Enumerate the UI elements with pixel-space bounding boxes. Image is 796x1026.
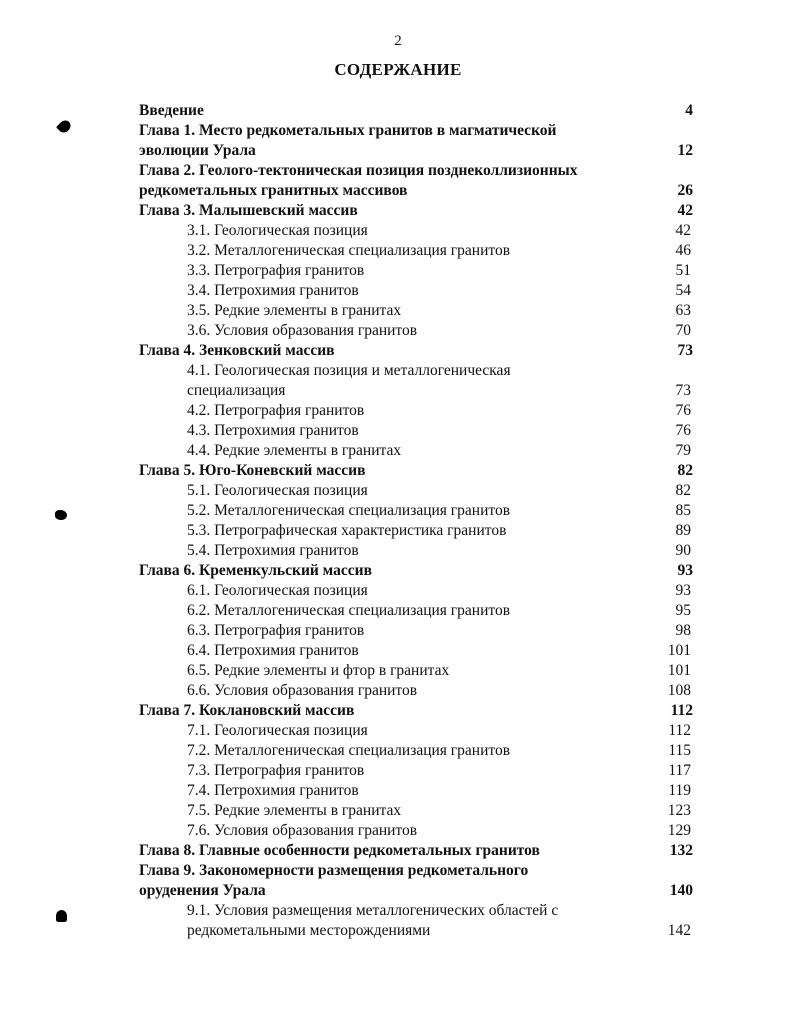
toc-section-row [0,361,796,381]
toc-entry-title: Глава 5. Юго-Коневский массив [139,462,366,479]
toc-entry-page: 73 [677,342,693,359]
toc-entry-page: 63 [675,302,691,319]
toc-entry-page: 12 [677,142,693,159]
toc-section-row [0,421,796,441]
toc-section-row [0,221,796,241]
toc-entry-page: 119 [668,782,691,799]
toc-chapter-row [0,101,796,121]
page-number: 2 [394,33,402,49]
toc-chapter-row [0,161,796,181]
toc-chapter-row [0,121,796,141]
toc-entry-title: оруденения Урала [139,882,266,899]
toc-section-row [0,501,796,521]
toc-entry-page: 112 [670,702,693,719]
toc-entry-page: 112 [668,722,691,739]
toc-entry-title: 5.1. Геологическая позиция [187,482,368,499]
toc-entry-page: 82 [675,482,691,499]
toc-entry-title: 6.3. Петрография гранитов [187,622,365,639]
toc-entry-page: 142 [667,922,691,939]
toc-entry-page: 4 [685,102,693,119]
toc-section-row [0,301,796,321]
toc-entry-title: Глава 3. Малышевский массив [139,202,358,219]
toc-entry-title: Введение [139,102,204,119]
toc-entry-title: 7.5. Редкие элементы в гранитах [187,802,402,819]
toc-entry-title: 7.3. Петрография гранитов [187,762,365,779]
toc-entry-title: эволюции Урала [139,142,256,159]
toc-entry-title: 5.4. Петрохимия гранитов [187,542,359,559]
toc-section-row [0,381,796,401]
toc-chapter-row [0,561,796,581]
toc-section-row [0,321,796,341]
toc-entry-page: 51 [675,262,691,279]
toc-section-row [0,821,796,841]
toc-chapter-row [0,461,796,481]
toc-entry-title: Глава 2. Геолого-тектоническая позиция позднеколлизионных [139,162,578,179]
toc-entry-page: 123 [667,802,691,819]
toc-entry-title: 5.2. Металлогеническая специализация гранитов [187,502,511,519]
table-of-contents [0,101,796,941]
toc-entry-page: 132 [669,842,693,859]
toc-entry-title: Глава 4. Зенковский массив [139,342,335,359]
toc-entry-title: 5.3. Петрографическая характеристика гранитов [187,522,507,539]
toc-entry-title: 3.5. Редкие элементы в гранитах [187,302,402,319]
toc-entry-page: 42 [677,202,693,219]
toc-entry-page: 93 [675,582,691,599]
toc-entry-page: 89 [675,522,691,539]
toc-entry-page: 82 [677,462,693,479]
toc-entry-title: специализация [187,382,286,399]
toc-entry-page: 98 [675,622,691,639]
toc-entry-page: 79 [675,442,691,459]
toc-section-row [0,781,796,801]
toc-section-row [0,541,796,561]
toc-entry-page: 129 [667,822,691,839]
toc-entry-page: 95 [675,602,691,619]
toc-chapter-row [0,701,796,721]
toc-section-row [0,661,796,681]
toc-entry-title: редкометальными месторождениями [187,922,431,939]
toc-entry-title: 3.3. Петрография гранитов [187,262,365,279]
toc-section-row [0,681,796,701]
toc-section-row [0,921,796,941]
toc-chapter-row [0,201,796,221]
toc-entry-title: 6.5. Редкие элементы и фтор в гранитах [187,662,450,679]
toc-entry-title: редкометальных гранитных массивов [139,182,408,199]
page-title: СОДЕРЖАНИЕ [334,60,462,79]
toc-section-row [0,261,796,281]
toc-entry-page: 76 [675,422,691,439]
toc-section-row [0,281,796,301]
toc-entry-title: 7.1. Геологическая позиция [187,722,368,739]
toc-entry-title: 4.1. Геологическая позиция и металлогеническая [187,362,511,379]
toc-entry-title: Глава 9. Закономерности размещения редкометального [139,862,529,879]
toc-section-row [0,441,796,461]
toc-chapter-row [0,181,796,201]
toc-entry-title: Глава 8. Главные особенности редкометальных гранитов [139,842,540,859]
toc-entry-title: 7.2. Металлогеническая специализация гранитов [187,742,511,759]
toc-entry-title: 4.4. Редкие элементы в гранитах [187,442,402,459]
toc-chapter-row [0,861,796,881]
toc-entry-title: 3.4. Петрохимия гранитов [187,282,359,299]
toc-section-row [0,901,796,921]
toc-entry-page: 90 [675,542,691,559]
toc-entry-title: 3.1. Геологическая позиция [187,222,368,239]
toc-section-row [0,741,796,761]
toc-chapter-row [0,341,796,361]
toc-entry-page: 42 [675,222,691,239]
toc-entry-title: 6.1. Геологическая позиция [187,582,368,599]
toc-section-row [0,581,796,601]
toc-entry-page: 93 [677,562,693,579]
toc-section-row [0,601,796,621]
toc-entry-page: 108 [667,682,691,699]
toc-section-row [0,401,796,421]
toc-section-row [0,521,796,541]
toc-section-row [0,241,796,261]
toc-entry-title: Глава 7. Коклановский массив [139,702,355,719]
toc-entry-title: Глава 6. Кременкульский массив [139,562,372,579]
toc-section-row [0,721,796,741]
toc-entry-page: 140 [669,882,693,899]
toc-entry-page: 115 [668,742,691,759]
toc-entry-title: 6.2. Металлогеническая специализация гранитов [187,602,511,619]
toc-entry-page: 70 [675,322,691,339]
toc-entry-page: 101 [667,642,691,659]
toc-section-row [0,761,796,781]
toc-entry-page: 85 [675,502,691,519]
toc-entry-page: 117 [668,762,691,779]
toc-entry-title: 3.2. Металлогеническая специализация гранитов [187,242,511,259]
toc-chapter-row [0,141,796,161]
toc-entry-title: Глава 1. Место редкометальных гранитов в магматической [139,122,557,139]
toc-entry-title: 3.6. Условия образования гранитов [187,322,418,339]
toc-section-row [0,801,796,821]
toc-entry-page: 46 [675,242,691,259]
toc-chapter-row [0,881,796,901]
toc-entry-title: 7.4. Петрохимия гранитов [187,782,359,799]
toc-entry-page: 101 [667,662,691,679]
toc-entry-page: 54 [675,282,691,299]
toc-entry-title: 9.1. Условия размещения металлогенических областей с [187,902,559,919]
toc-chapter-row [0,841,796,861]
toc-section-row [0,481,796,501]
toc-entry-page: 76 [675,402,691,419]
toc-entry-title: 6.6. Условия образования гранитов [187,682,418,699]
toc-entry-title: 7.6. Условия образования гранитов [187,822,418,839]
toc-entry-page: 26 [677,182,693,199]
toc-entry-page: 73 [675,382,691,399]
toc-entry-title: 6.4. Петрохимия гранитов [187,642,359,659]
toc-entry-title: 4.2. Петрография гранитов [187,402,365,419]
toc-section-row [0,641,796,661]
toc-section-row [0,621,796,641]
toc-entry-title: 4.3. Петрохимия гранитов [187,422,359,439]
